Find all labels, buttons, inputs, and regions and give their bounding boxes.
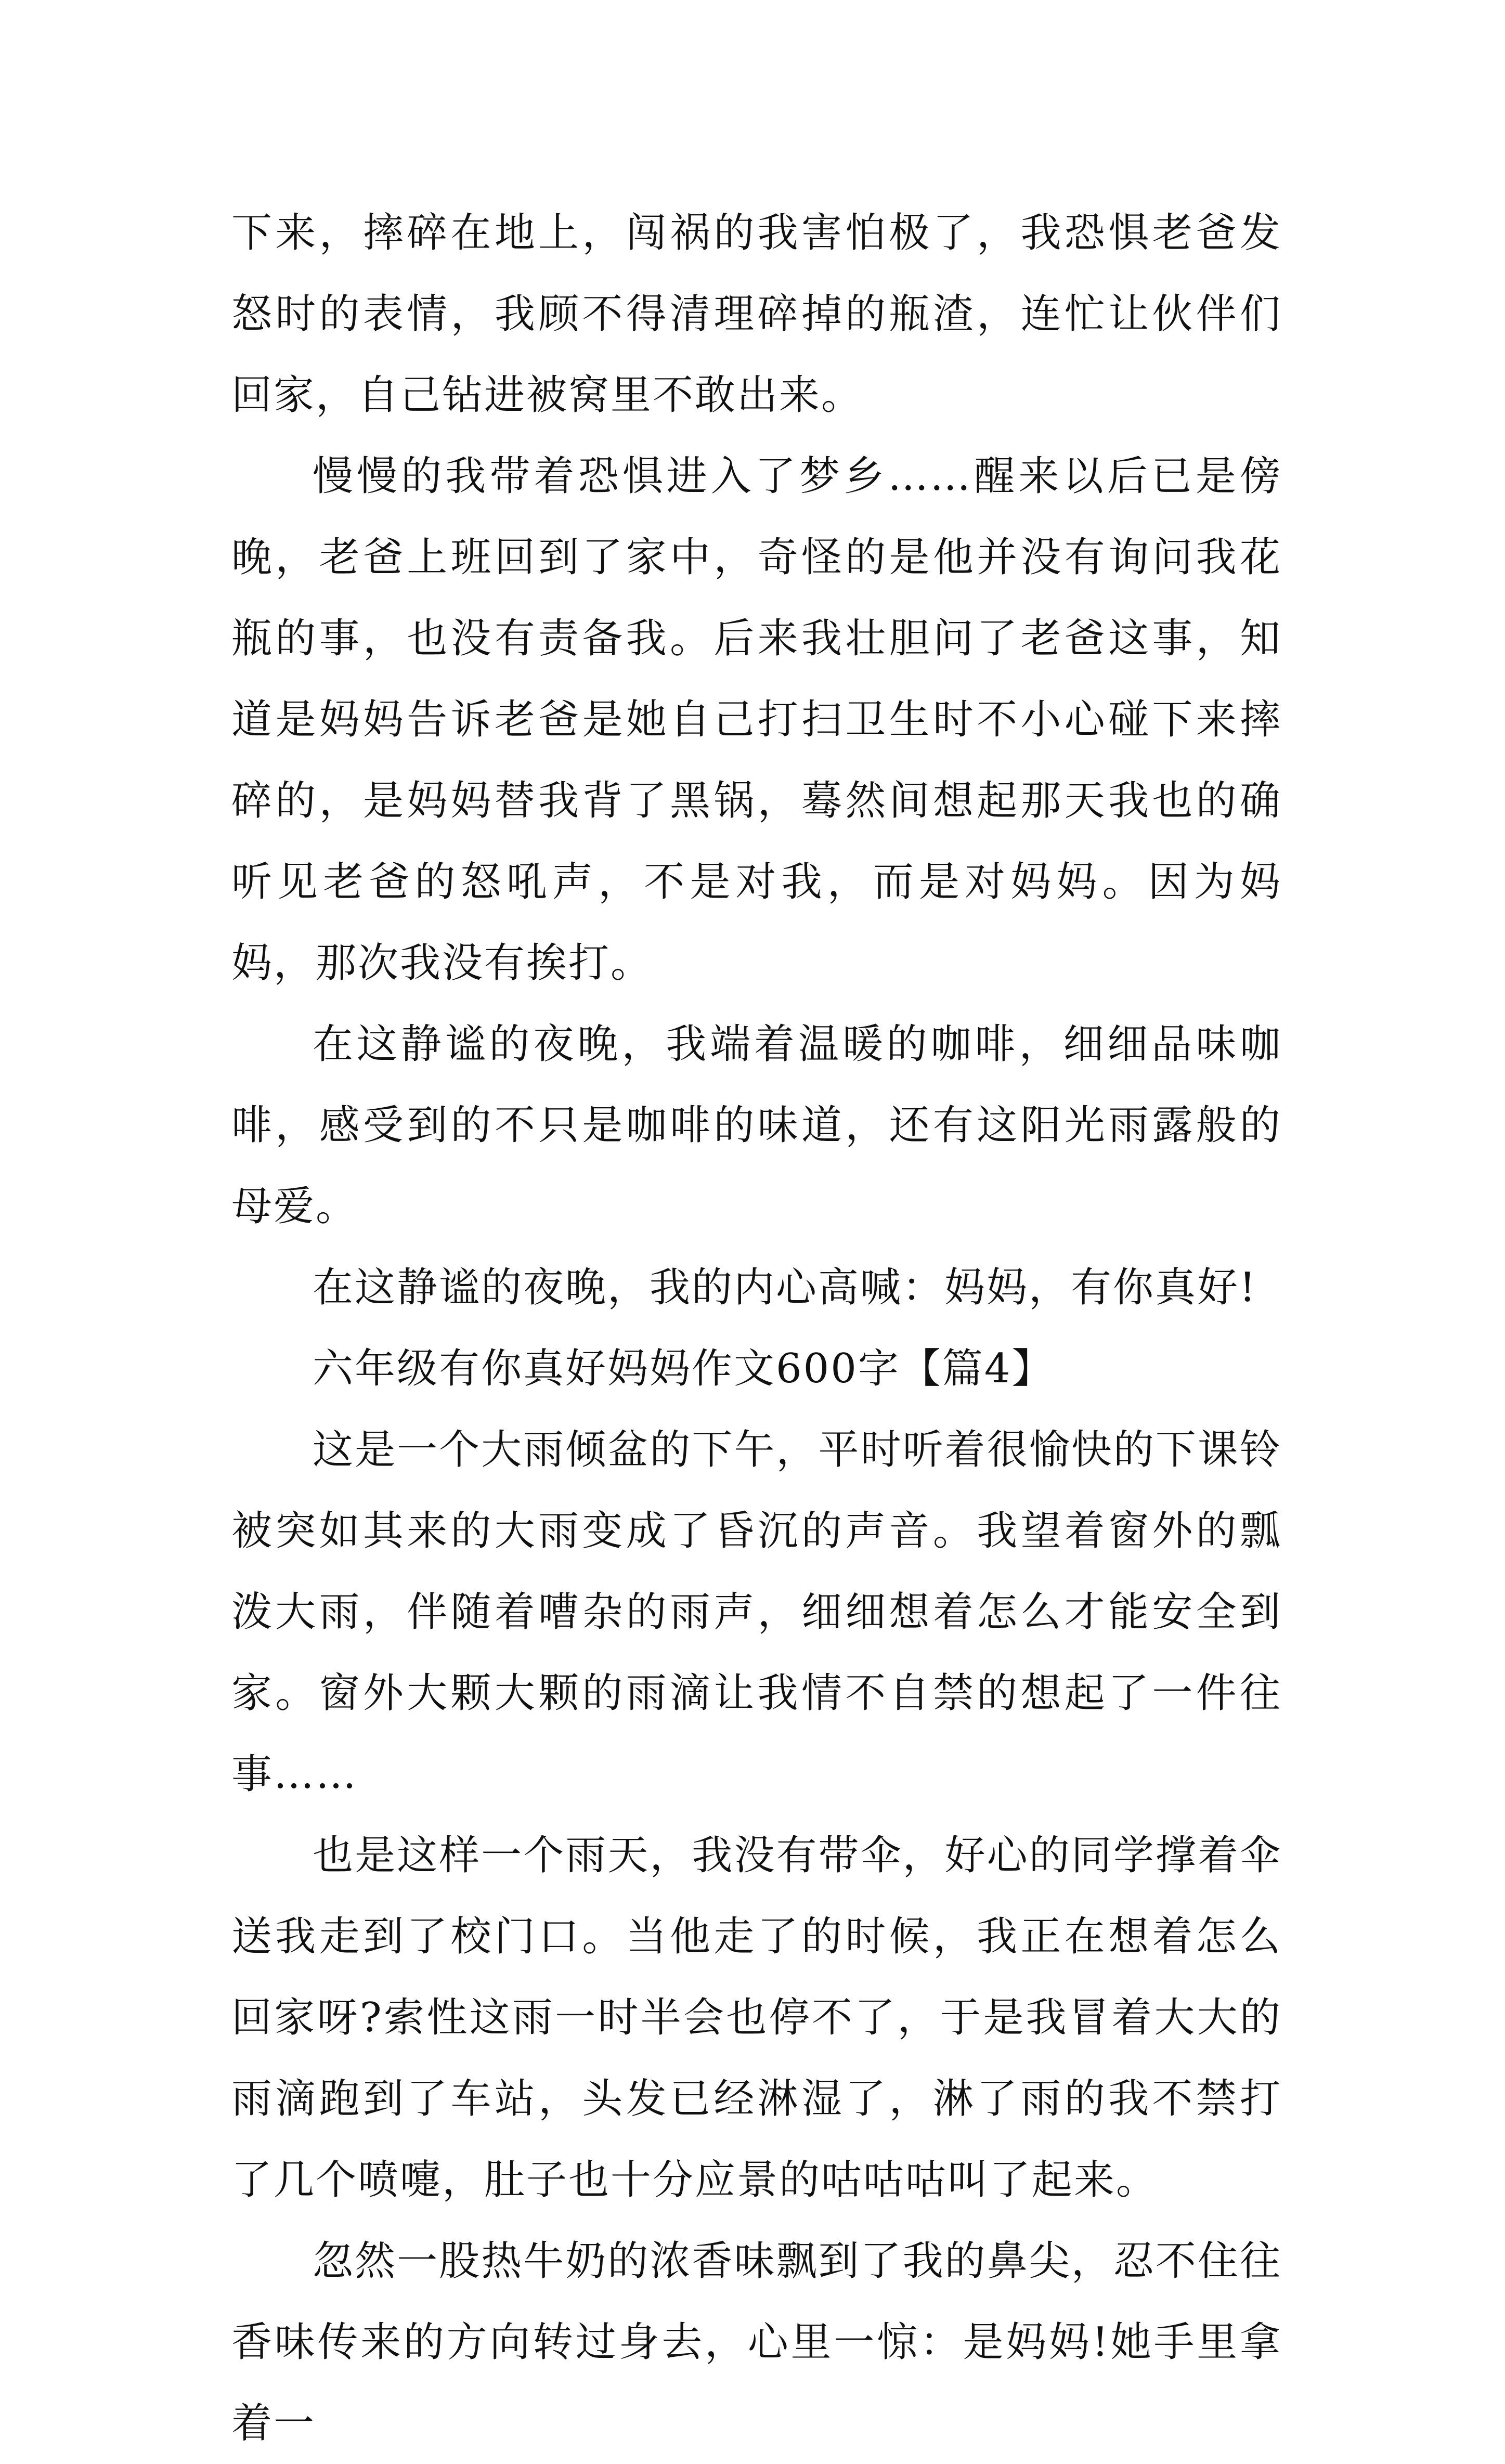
section-heading: 六年级有你真好妈妈作文600字【篇4】 <box>313 1345 1054 1392</box>
paragraph-7: 忽然一股热牛奶的浓香味飘到了我的鼻尖，忍不住往香味传来的方向转过身去，心里一惊：是妈妈!她手里拿着一 <box>231 2238 1282 2447</box>
paragraph-6: 也是这样一个雨天，我没有带伞，好心的同学撑着伞送我走到了校门口。当他走了的时候，我正在想着怎么回家呀?索性这雨一时半会也停不了，于是我冒着大大的雨滴跑到了车站，头发已经淋湿了，淋了雨的我不禁打了几个喷嚏，肚子也十分应景的咕咕咕叫了起来。 <box>231 1832 1282 2203</box>
paragraph-3: 在这静谧的夜晚，我端着温暖的咖啡，细细品味咖啡，感受到的不只是咖啡的味道，还有这阳光雨露般的母爱。 <box>231 1021 1282 1230</box>
essay-body <box>231 192 1282 2464</box>
paragraph-2: 慢慢的我带着恐惧进入了梦乡……醒来以后已是傍晚，老爸上班回到了家中，奇怪的是他并没有询问我花瓶的事，也没有责备我。后来我壮胆问了老爸这事，知道是妈妈告诉老爸是她自己打扫卫生时不小心碰下来摔碎的，是妈妈替我背了黑锅，蓦然间想起那天我也的确听见老爸的怒吼声，不是对我，而是对妈妈。因为妈妈，那次我没有挨打。 <box>231 453 1282 987</box>
paragraph-5: 这是一个大雨倾盆的下午，平时听着很愉快的下课铃被突如其来的大雨变成了昏沉的声音。我望着窗外的瓢泼大雨，伴随着嘈杂的雨声，细细想着怎么才能安全到家。窗外大颗大颗的雨滴让我情不自禁的想起了一件往事…… <box>231 1426 1282 1798</box>
paragraph-1: 下来，摔碎在地上，闯祸的我害怕极了，我恐惧老爸发怒时的表情，我顾不得清理碎掉的瓶渣，连忙让伙伴们回家，自己钻进被窝里不敢出来。 <box>231 210 1282 419</box>
paragraph-4: 在这静谧的夜晚，我的内心高喊：妈妈，有你真好! <box>313 1264 1257 1311</box>
